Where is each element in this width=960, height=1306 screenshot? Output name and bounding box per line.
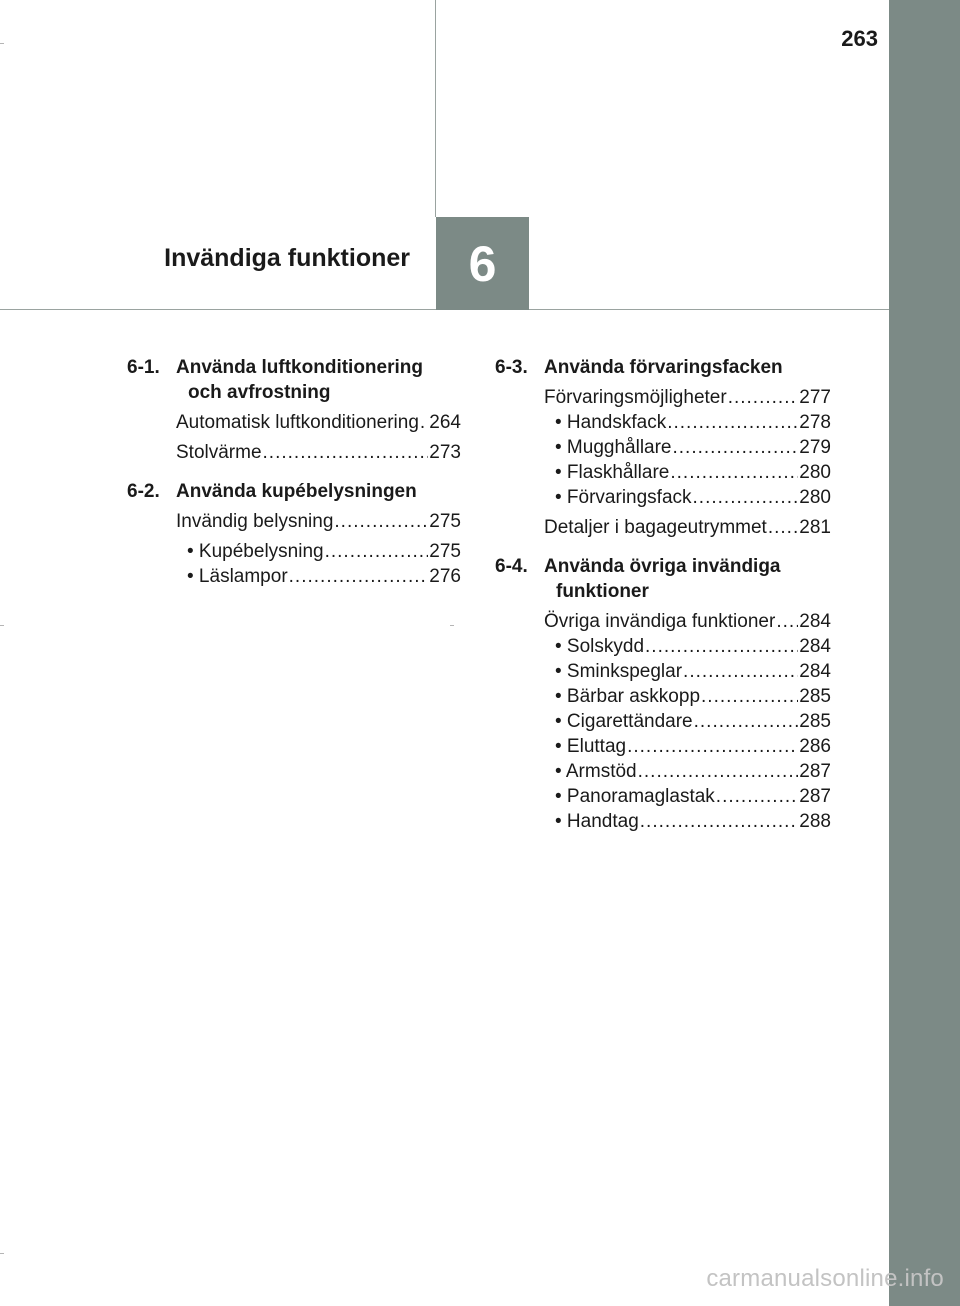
dot-leader <box>768 515 798 540</box>
dot-leader <box>640 809 799 834</box>
entry-text: Detaljer i bagageutrymmet <box>544 517 767 538</box>
section-number: 6-2. <box>127 481 160 502</box>
entry-page: 287 <box>799 786 831 807</box>
entry-text: Övriga invändiga funktioner <box>544 611 776 632</box>
section-number: 6-3. <box>495 357 528 378</box>
entry-page: 287 <box>799 761 831 782</box>
entry-page: 285 <box>799 686 831 707</box>
dot-leader <box>683 659 798 684</box>
dot-leader <box>728 385 799 410</box>
entry-text: • Flaskhållare <box>555 462 670 483</box>
entry-page: 275 <box>429 541 461 562</box>
entry-text: • Bärbar askkopp <box>555 686 701 707</box>
entry-text: • Handskfack <box>555 412 667 433</box>
dot-leader <box>289 564 429 589</box>
entry-text: • Sminkspeglar <box>555 661 683 682</box>
toc-entry[interactable] <box>176 440 461 465</box>
dot-leader <box>776 609 798 634</box>
chapter-number-box <box>436 217 529 310</box>
toc-entry[interactable] <box>544 515 831 540</box>
toc-entry[interactable] <box>544 609 831 634</box>
edge-mark <box>0 1253 4 1254</box>
entry-page: 264 <box>429 412 461 433</box>
entry-text: Förvaringsmöjligheter <box>544 387 727 408</box>
edge-mark <box>0 625 4 626</box>
toc-subentry[interactable] <box>555 435 831 460</box>
entry-page: 279 <box>799 437 831 458</box>
entry-text: • Eluttag <box>555 736 627 757</box>
entry-page: 288 <box>799 811 831 832</box>
toc-subentry[interactable] <box>555 784 831 809</box>
section-heading <box>495 554 831 604</box>
toc-entry[interactable] <box>544 385 831 410</box>
toc-section <box>495 554 831 834</box>
entry-page: 284 <box>799 661 831 682</box>
toc-subentry[interactable] <box>555 809 831 834</box>
section-title[interactable]: Använda kupébelysningen <box>176 481 417 502</box>
toc-subentry[interactable] <box>555 460 831 485</box>
page-number: 263 <box>841 26 878 51</box>
entry-text: • Armstöd <box>555 761 637 782</box>
entry-page: 278 <box>799 412 831 433</box>
entry-page: 285 <box>799 711 831 732</box>
edge-mark <box>0 43 4 44</box>
toc-subentry[interactable] <box>187 539 461 564</box>
entry-text: • Panoramaglastak <box>555 786 715 807</box>
entry-text: • Kupébelysning <box>187 541 324 562</box>
entry-text: • Solskydd <box>555 636 645 657</box>
entry-page: 280 <box>799 487 831 508</box>
toc-subentry[interactable] <box>555 734 831 759</box>
dot-leader <box>701 684 798 709</box>
entry-page: 273 <box>429 442 461 463</box>
dot-leader <box>673 435 799 460</box>
entry-text: • Mugghållare <box>555 437 672 458</box>
toc-subentry[interactable] <box>555 485 831 510</box>
entry-page: 280 <box>799 462 831 483</box>
toc-subentry[interactable] <box>555 684 831 709</box>
entry-page: 277 <box>799 387 831 408</box>
watermark: carmanualsonline.info <box>706 1265 944 1292</box>
section-number: 6-4. <box>495 556 528 577</box>
dot-leader <box>325 539 429 564</box>
entry-page: 275 <box>429 511 461 532</box>
toc-subentry[interactable] <box>187 564 461 589</box>
entry-page: 286 <box>799 736 831 757</box>
entry-page: 284 <box>799 611 831 632</box>
chapter-number: 6 <box>468 235 497 292</box>
section-heading <box>127 355 461 405</box>
entry-page: 284 <box>799 636 831 657</box>
toc-subentry[interactable] <box>555 709 831 734</box>
toc-subentry[interactable] <box>555 410 831 435</box>
section-title[interactable]: Använda luftkonditionering och avfrostning <box>176 357 423 403</box>
entry-text: • Läslampor <box>187 566 288 587</box>
dot-leader <box>645 634 798 659</box>
entry-page: 281 <box>799 517 831 538</box>
dot-leader <box>627 734 798 759</box>
toc-subentry[interactable] <box>555 759 831 784</box>
dot-leader <box>263 440 429 465</box>
entry-text: Invändig belysning <box>176 511 334 532</box>
dot-leader <box>670 460 798 485</box>
toc-section <box>127 355 461 465</box>
dot-leader <box>334 509 428 534</box>
entry-page: 276 <box>429 566 461 587</box>
section-heading <box>495 355 831 380</box>
dot-leader <box>638 759 799 784</box>
entry-text: • Handtag <box>555 811 639 832</box>
dot-leader <box>694 709 799 734</box>
toc-subentry[interactable] <box>555 634 831 659</box>
chapter-title: Invändiga funktioner <box>164 244 410 272</box>
toc-column-left <box>127 355 461 603</box>
toc-section <box>495 355 831 540</box>
section-heading <box>127 479 461 504</box>
edge-mark <box>450 625 454 626</box>
section-title[interactable]: Använda förvaringsfacken <box>544 357 783 378</box>
dot-leader <box>667 410 798 435</box>
dot-leader <box>716 784 799 809</box>
entry-text: Automatisk luftkonditionering <box>176 412 419 433</box>
section-number: 6-1. <box>127 357 160 378</box>
entry-text: Stolvärme <box>176 442 262 463</box>
dot-leader <box>693 485 799 510</box>
header-vertical-rule <box>435 0 436 217</box>
toc-subentry[interactable] <box>555 659 831 684</box>
toc-section <box>127 479 461 589</box>
chapter-side-tab <box>889 0 960 1306</box>
section-title[interactable]: Använda övriga invändiga funktioner <box>544 556 781 602</box>
toc-entry[interactable] <box>176 410 461 435</box>
dot-leader <box>420 410 428 435</box>
toc-entry[interactable] <box>176 509 461 534</box>
toc-column-right <box>495 355 831 848</box>
entry-text: • Förvaringsfack <box>555 487 692 508</box>
entry-text: • Cigarettändare <box>555 711 693 732</box>
